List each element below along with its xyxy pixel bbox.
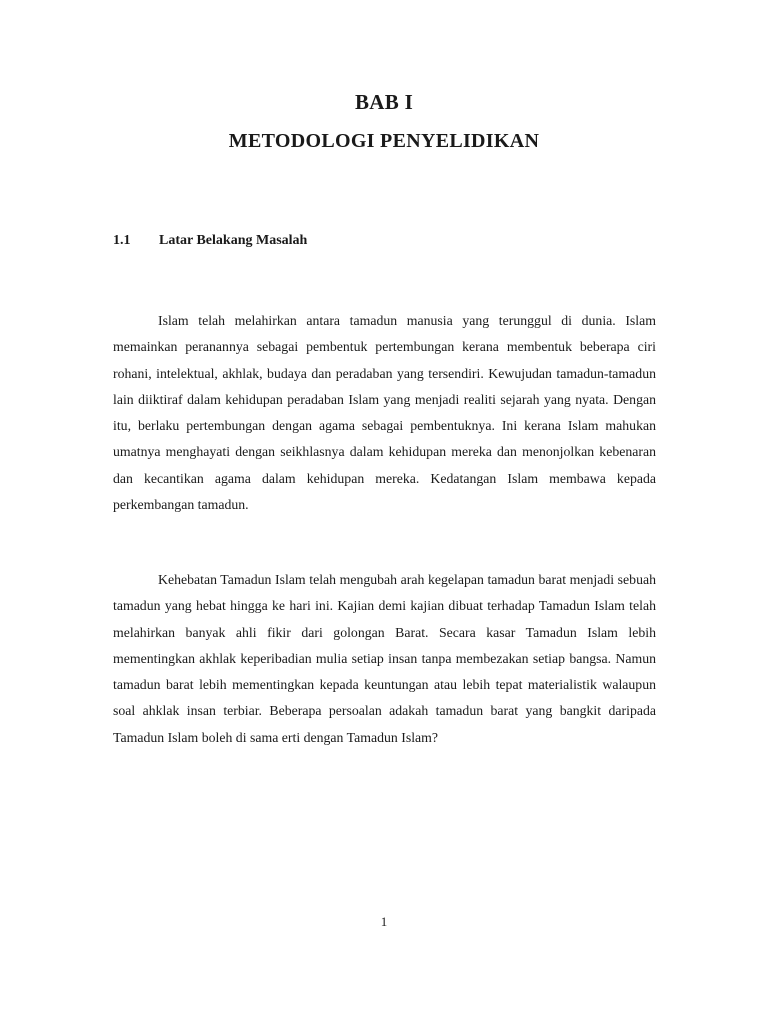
section-heading [113,233,307,249]
chapter-title: METODOLOGI PENYELIDIKAN [228,130,540,152]
page-number: 1 [380,914,388,929]
body-paragraph-2: Kehebatan Tamadun Islam telah mengubah arah kegelapan tamadun barat menjadi sebuah tamadun yang hebat hingga ke hari ini. Kajian demi kajian dibuat terhadap Tamadun Islam telah melahirkan banyak ahli fikir dari golongan Barat. Secara kasar Tamadun Islam lebih mementingkan akhlak keperibadian mulia setiap insan tanpa membezakan setiap bangsa. Namun tamadun barat lebih mementingkan kepada keuntungan atau lebih tepat materialistik walaupun soal ahklak insan terbiar. Beberapa persoalan adakah tamadun barat yang bangkit daripada Tamadun Islam boleh di sama erti dengan Tamadun Islam? [113,572,656,745]
chapter-label: BAB I [354,90,414,114]
section-number: 1.1 [113,233,131,248]
section-title: Latar Belakang Masalah [159,233,308,248]
body-paragraph-1: Islam telah melahirkan antara tamadun manusia yang terunggul di dunia. Islam memainkan peranannya sebagai pembentuk pertembungan kerana membentuk beberapa ciri rohani, intelektual, akhlak, budaya dan peradaban yang tersendiri. Kewujudan tamadun-tamadun lain diiktiraf dalam kehidupan peradaban Islam yang menjadi realiti sejarah yang nyata. Dengan itu, berlaku pertembungan dengan agama sebagai pembentuknya. Ini kerana Islam mahukan umatnya menghayati dengan seikhlasnya dalam kehidupan mereka dan menonjolkan kebenaran dan kecantikan agama dalam kehidupan mereka. Kedatangan Islam membawa kepada perkembangan tamadun. [113,313,656,513]
